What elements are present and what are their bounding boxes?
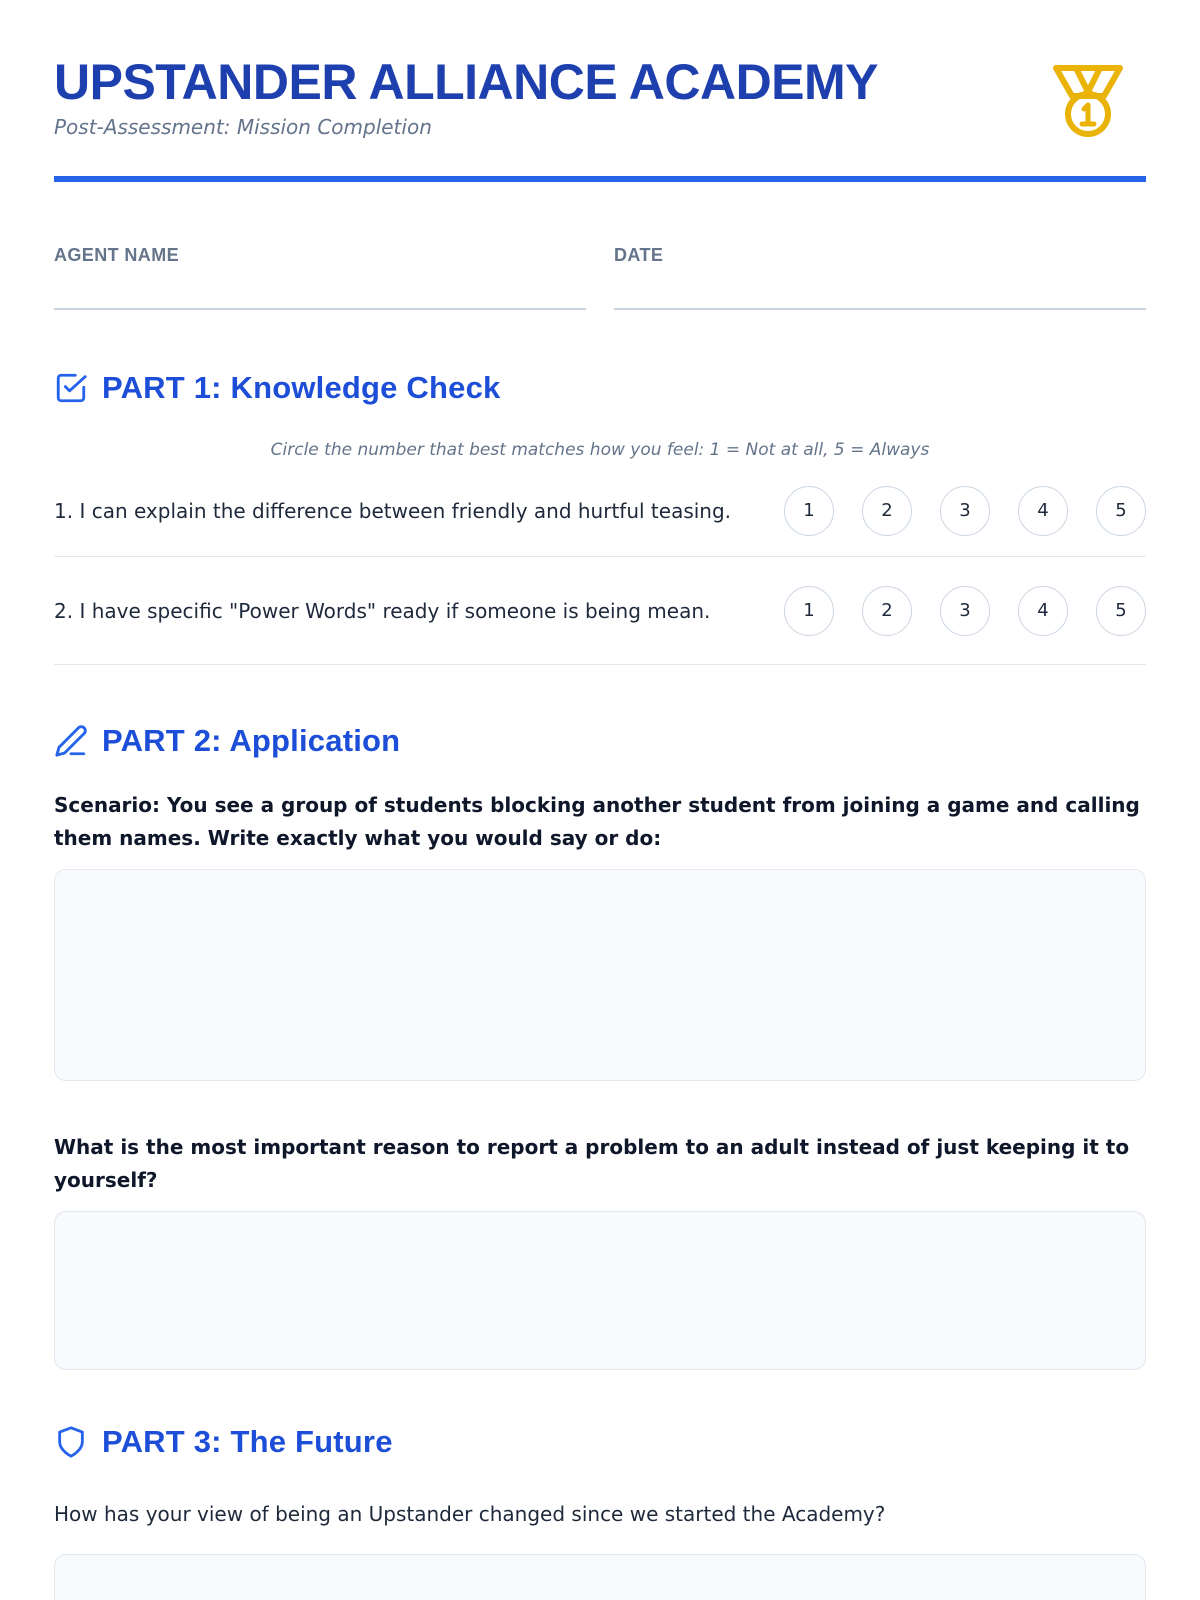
- part2-title: PART 2: Application: [102, 723, 401, 758]
- part1-heading: [54, 370, 1146, 406]
- scenario-answer-box[interactable]: [54, 869, 1146, 1081]
- rating-option[interactable]: 4: [1018, 586, 1068, 636]
- date-field[interactable]: [614, 245, 1146, 310]
- rating-option[interactable]: 5: [1096, 486, 1146, 536]
- rating-question: [54, 465, 1146, 557]
- page-subtitle: Post-Assessment: Mission Completion: [54, 115, 432, 139]
- date-label: DATE: [614, 245, 664, 265]
- agent-name-field[interactable]: [54, 245, 586, 310]
- date-line[interactable]: [614, 308, 1146, 310]
- part3-title: PART 3: The Future: [102, 1424, 393, 1459]
- rating-option[interactable]: 2: [862, 486, 912, 536]
- rating-option[interactable]: 1: [784, 586, 834, 636]
- rating-question: [54, 557, 1146, 665]
- medal-icon: [1050, 62, 1126, 140]
- student-info-fields: [54, 245, 1146, 310]
- question-text: 1. I can explain the difference between friendly and hurtful teasing.: [54, 498, 732, 523]
- part3-heading: [54, 1424, 1146, 1460]
- rating-option[interactable]: 1: [784, 486, 834, 536]
- agent-name-line[interactable]: [54, 308, 586, 310]
- future-answer-box[interactable]: [54, 1554, 1146, 1600]
- part2-heading: [54, 723, 1146, 759]
- rating-instructions: Circle the number that best matches how you feel: 1 = Not at all, 5 = Always: [270, 440, 930, 460]
- question-text: 2. I have specific "Power Words" ready if someone is being mean.: [54, 598, 711, 623]
- rating-option[interactable]: 5: [1096, 586, 1146, 636]
- checkbox-icon: [54, 371, 88, 405]
- rating-option[interactable]: 3: [940, 586, 990, 636]
- shield-icon: [54, 1425, 88, 1459]
- rating-scale: [784, 486, 1146, 536]
- report-reason-answer-box[interactable]: [54, 1211, 1146, 1370]
- header-divider: [54, 176, 1146, 182]
- part1-title: PART 1: Knowledge Check: [102, 370, 501, 405]
- rating-option[interactable]: 3: [940, 486, 990, 536]
- report-reason-prompt: What is the most important reason to report a problem to an adult instead of just keeping it to yourself?: [54, 1135, 1130, 1192]
- page-title: UPSTANDER ALLIANCE ACADEMY: [54, 54, 879, 110]
- rating-scale: [784, 586, 1146, 636]
- future-prompt: How has your view of being an Upstander changed since we started the Academy?: [54, 1502, 886, 1526]
- agent-name-label: AGENT NAME: [54, 245, 179, 265]
- rating-option[interactable]: 2: [862, 586, 912, 636]
- header: [54, 0, 1146, 139]
- pencil-icon: [54, 724, 88, 758]
- rating-option[interactable]: 4: [1018, 486, 1068, 536]
- scenario-prompt: Scenario: You see a group of students blocking another student from joining a game and calling them names. Write exactly what you would say or do:: [54, 793, 1140, 850]
